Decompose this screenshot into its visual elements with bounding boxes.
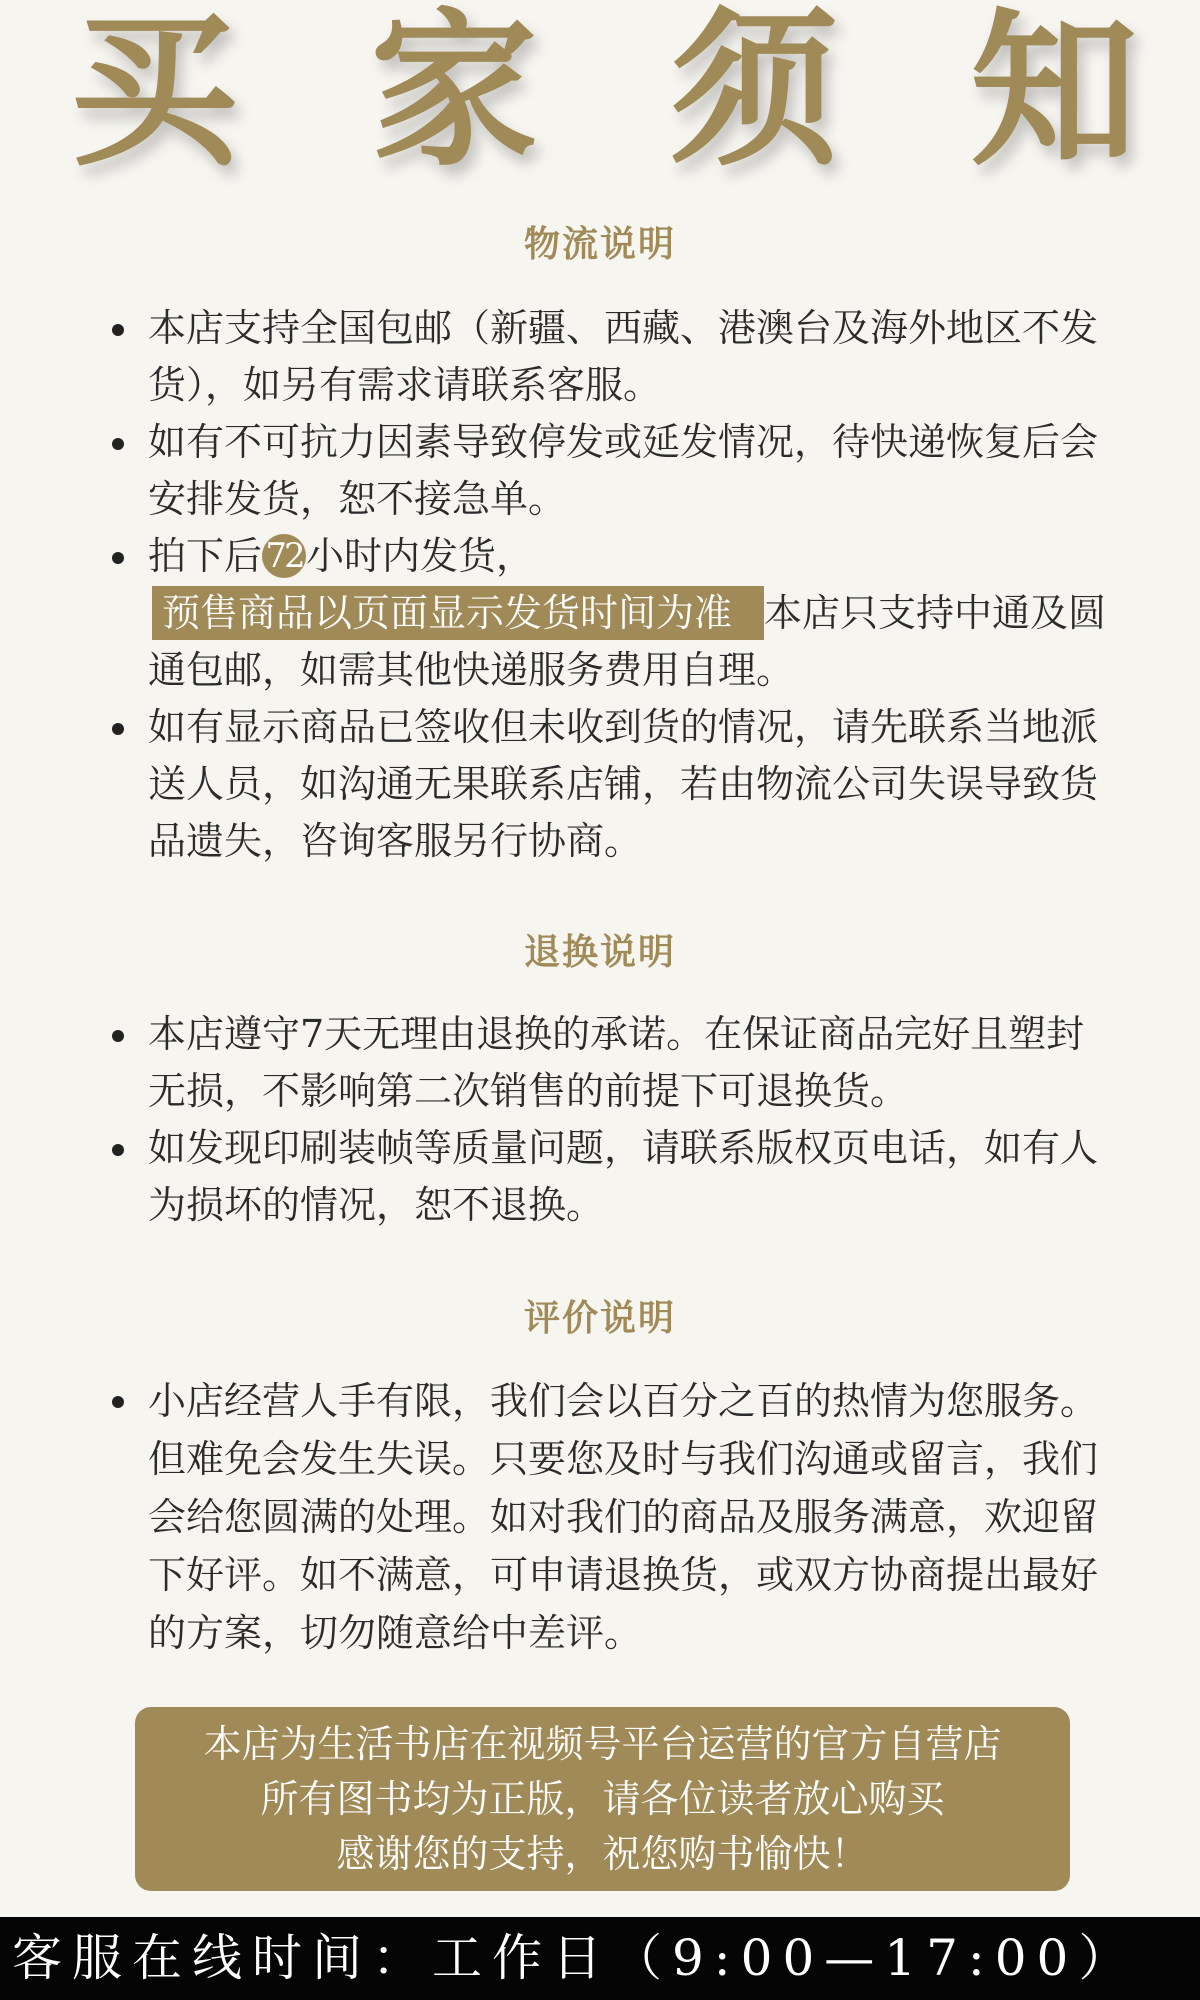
shipping-hours-badge: 72 (262, 534, 306, 578)
official-store-notice (135, 1707, 1070, 1891)
review-list (148, 1372, 1118, 1662)
returns-item-2: 如发现印刷装帧等质量问题，请联系版权页电话，如有人为损坏的情况，恕不退换。 (148, 1120, 1118, 1234)
logistics-heading: 物流说明 (523, 223, 676, 265)
presale-highlight: 预售商品以页面显示发货时间为准 (152, 586, 764, 640)
title-char-1: 买 (70, 0, 238, 189)
review-heading: 评价说明 (523, 1297, 676, 1339)
title-char-2: 家 (370, 0, 538, 189)
returns-heading: 退换说明 (523, 931, 676, 973)
logistics-item-1: 本店支持全国包邮（新疆、西藏、港澳台及海外地区不发货），如另有需求请联系客服。 (148, 300, 1118, 414)
returns-list (148, 1006, 1118, 1234)
returns-item-1: 本店遵守7天无理由退换的承诺。在保证商品完好且塑封无损，不影响第二次销售的前提下可退换货。 (148, 1006, 1118, 1120)
logistics-item-3-prefix: 拍下后 (148, 534, 263, 578)
notice-line-2: 所有图书均为正版，请各位读者放心购买 (260, 1777, 945, 1821)
logistics-item-4: 如有显示商品已签收但未收到货的情况，请先联系当地派送人员，如沟通无果联系店铺，若由物流公司失误导致货品遗失，咨询客服另行协商。 (148, 699, 1118, 870)
logistics-item-3-suffix: 本店只支持中通及圆通包邮，如需其他快递服务费用自理。 (148, 591, 1107, 692)
logistics-list (148, 300, 1118, 870)
logistics-item-2: 如有不可抗力因素导致停发或延发情况，待快递恢复后会安排发货，恕不接急单。 (148, 414, 1118, 528)
logistics-item-3 (148, 528, 1118, 699)
notice-line-3: 感谢您的支持，祝您购书愉快！ (336, 1832, 869, 1876)
notice-line-1: 本店为生活书店在视频号平台运营的官方自营店 (203, 1722, 1002, 1766)
review-item-1: 小店经营人手有限，我们会以百分之百的热情为您服务。但难免会发生失误。只要您及时与我们沟通或留言，我们会给您圆满的处理。如对我们的商品及服务满意，欢迎留下好评。如不满意，可申请退换货，或双方协商提出最好的方案，切勿随意给中差评。 (148, 1372, 1118, 1662)
title-char-3: 须 (670, 0, 838, 189)
title-char-4: 知 (970, 0, 1138, 189)
logistics-item-3-middle: 小时内发货， (306, 534, 535, 578)
service-hours-footer: 客服在线时间：工作日（9:00—17:00） (0, 1917, 1200, 2000)
page-title (0, 0, 1200, 189)
